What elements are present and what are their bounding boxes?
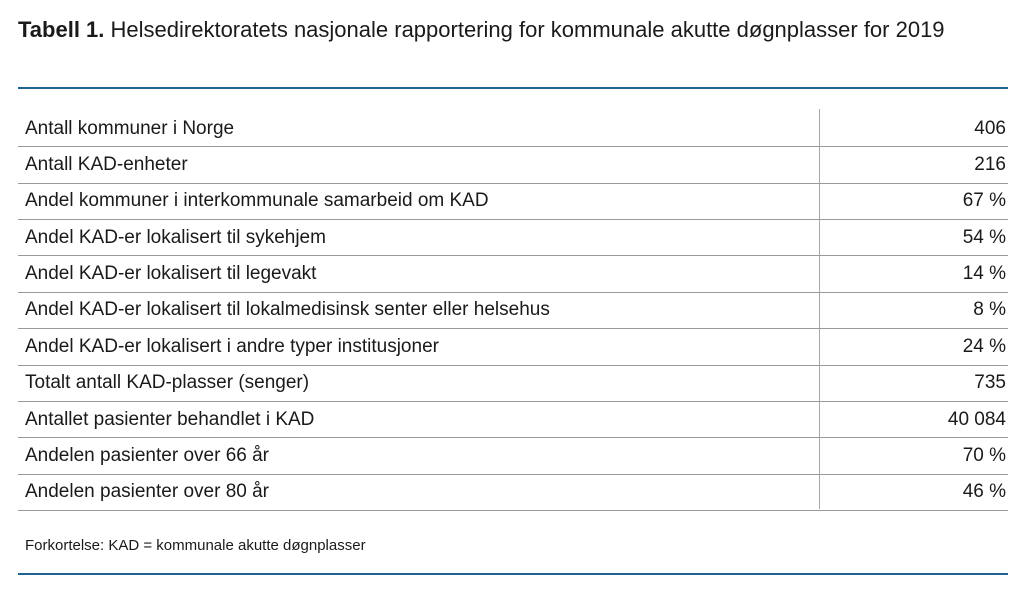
- top-rule: [18, 87, 1008, 89]
- table-row: [18, 256, 1008, 292]
- row-value: 70 %: [962, 444, 1006, 466]
- table-row: [18, 147, 1008, 183]
- data-table: [18, 111, 1008, 511]
- row-label: Andel KAD-er lokalisert i andre typer institusjoner: [25, 335, 439, 357]
- table-row: [18, 329, 1008, 365]
- row-label: Andelen pasienter over 80 år: [25, 481, 269, 503]
- table-row: [18, 293, 1008, 329]
- row-value: 24 %: [962, 335, 1006, 357]
- row-value: 406: [974, 117, 1006, 139]
- row-label: Antall kommuner i Norge: [25, 117, 235, 139]
- table-row: [18, 438, 1008, 474]
- row-label: Andel KAD-er lokalisert til lokalmedisinsk senter eller helsehus: [25, 299, 550, 321]
- row-label: Andel KAD-er lokalisert til sykehjem: [25, 226, 326, 248]
- row-value: 67 %: [962, 190, 1006, 212]
- row-value: 40 084: [947, 408, 1006, 430]
- row-value: 8 %: [973, 299, 1006, 321]
- row-label: Andelen pasienter over 66 år: [25, 444, 269, 466]
- row-label: Totalt antall KAD-plasser (senger): [25, 372, 310, 394]
- table-title: [18, 16, 1008, 43]
- table-row: [18, 475, 1008, 511]
- row-label: Andel KAD-er lokalisert til legevakt: [25, 263, 317, 285]
- row-value: 216: [974, 154, 1006, 176]
- row-label: Antallet pasienter behandlet i KAD: [25, 408, 315, 430]
- row-value: 735: [974, 372, 1006, 394]
- table-title-text: Helsedirektoratets nasjonale rapportering for kommunale akutte døgnplasser for 2019: [110, 17, 945, 42]
- row-value: 46 %: [962, 481, 1006, 503]
- table-title-lead: Tabell 1.: [18, 17, 105, 42]
- row-label: Antall KAD-enheter: [25, 154, 188, 176]
- bottom-rule: [18, 573, 1008, 575]
- table-row: [18, 366, 1008, 402]
- table-row: [18, 402, 1008, 438]
- row-value: 14 %: [962, 263, 1006, 285]
- table-footnote: Forkortelse: KAD = kommunale akutte døgnplasser: [25, 537, 366, 554]
- table-row: [18, 111, 1008, 147]
- table-row: [18, 184, 1008, 220]
- row-label: Andel kommuner i interkommunale samarbeid om KAD: [25, 190, 489, 212]
- row-value: 54 %: [962, 226, 1006, 248]
- table-row: [18, 220, 1008, 256]
